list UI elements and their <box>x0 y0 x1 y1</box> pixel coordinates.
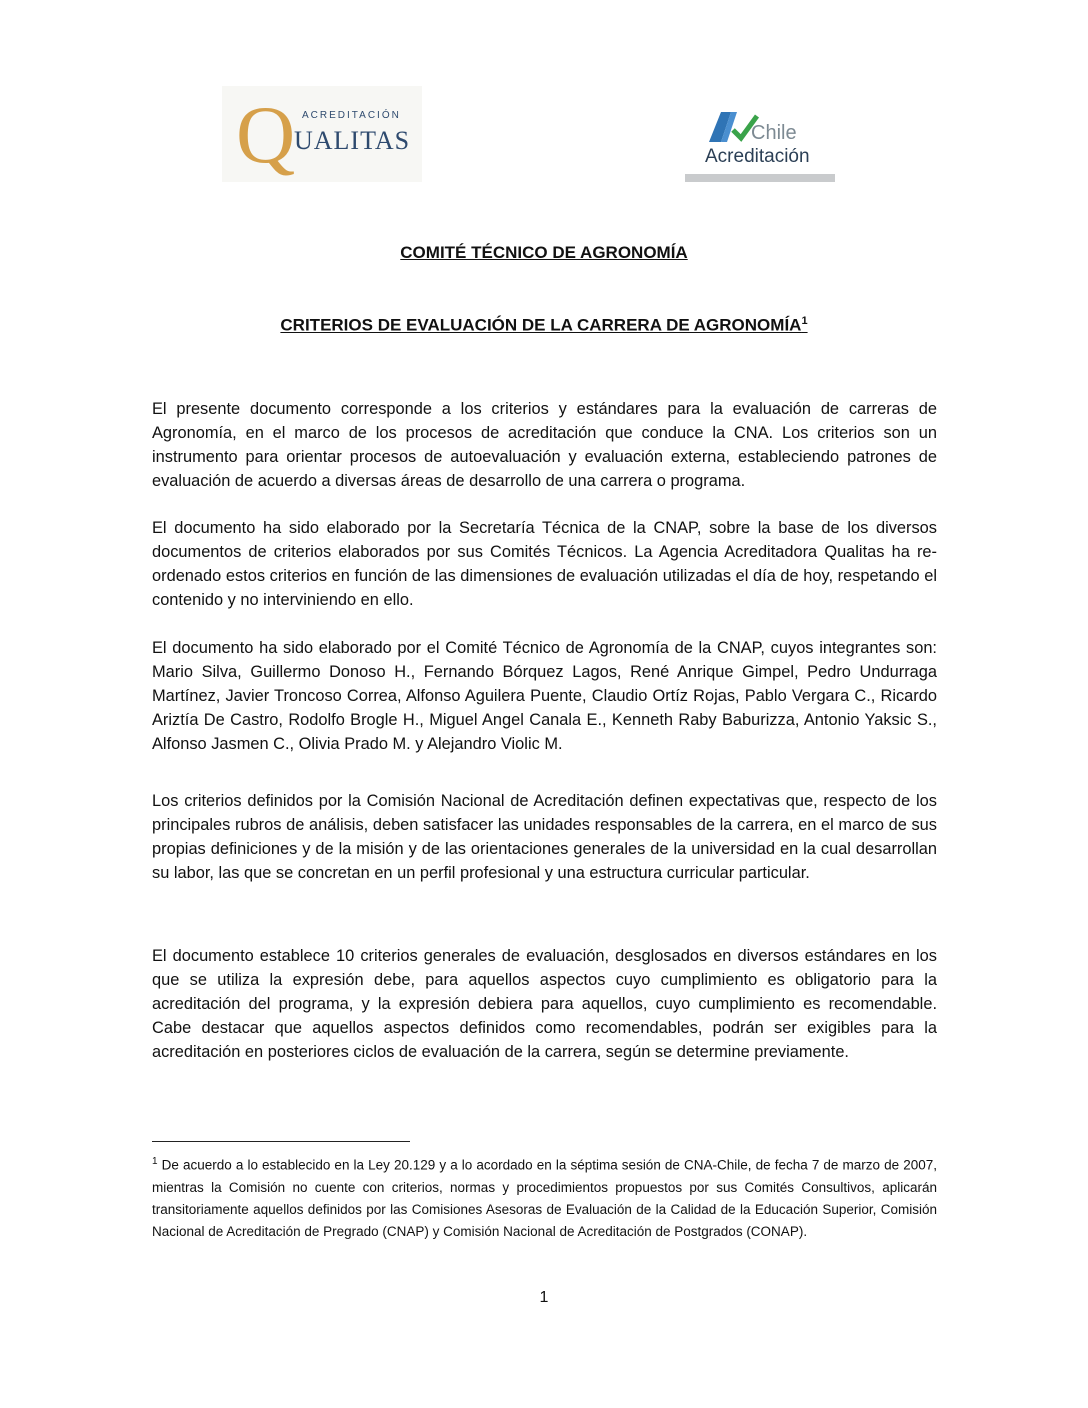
chile-logo-bar <box>685 174 835 182</box>
chile-logo-acreditacion: Acreditación <box>705 146 810 167</box>
footnote-number: 1 <box>152 1156 158 1167</box>
footnote-text: De acuerdo a lo establecido en la Ley 20.129 y a lo acordado en la séptima sesión de CNA-Chile, de fecha 7 de marzo de 2007, mientras la Comisión no cuente con criterios, normas y procedimientos propuestos por sus Comités Consultivos, aplicarán transitoriamente aquellos definidos por las Comisiones Asesoras de Evaluación de la Calidad de la Educación Superior, Comisión Nacional de Acreditación de Pregrado (CNAP) y Comisión Nacional de Acreditación de Postgrados (CONAP). <box>152 1157 937 1239</box>
qualitas-logo <box>222 86 422 182</box>
qualitas-logo-acreditacion: ACREDITACIÓN <box>302 110 401 121</box>
chile-acreditacion-logo <box>685 102 835 184</box>
footnote-separator <box>152 1141 410 1142</box>
page-number: 1 <box>539 1289 549 1306</box>
paragraph-4: Los criterios definidos por la Comisión Nacional de Acreditación definen expectativas que, respecto de los principales rubros de análisis, deben satisfacer las unidades responsables de la carrera, en el marco de sus propias definiciones y de la misión y de las orientaciones generales de la universidad en la cual desarrollan su labor, las que se concretan en un perfil profesional y una estructura curricular particular. <box>152 792 937 882</box>
paragraph-2: El documento ha sido elaborado por la Secretaría Técnica de la CNAP, sobre la base de los diversos documentos de criterios elaborados por sus Comités Técnicos. La Agencia Acreditadora Qualitas ha re-ordenado estos criterios en función de las dimensiones de evaluación utilizadas el día de hoy, respetando el contenido y no interviniendo en ello. <box>152 519 937 609</box>
qualitas-logo-q: Q <box>236 89 296 180</box>
paragraph-5: El documento establece 10 criterios generales de evaluación, desglosados en diversos estándares en los que se utiliza la expresión debe, para aquellos aspectos cuyo cumplimiento es obligatorio para la acreditación del programa, y la expresión debiera para aquellos, cuyo cumplimiento es recomendable. Cabe destacar que aquellos aspectos definidos como recomendables, podrán ser exigibles para la acreditación en posteriores ciclos de evaluación de la carrera, según se determine previamente. <box>152 947 937 1061</box>
document-subtitle <box>0 315 1088 336</box>
footnote-reference: 1 <box>801 315 808 327</box>
footnote <box>152 1151 937 1243</box>
qualitas-logo-word: UALITAS <box>294 126 411 155</box>
document-subtitle-text: CRITERIOS DE EVALUACIÓN DE LA CARRERA DE AGRONOMÍA <box>280 315 802 335</box>
chile-logo-word: Chile <box>751 122 797 144</box>
document-title: COMITÉ TÉCNICO DE AGRONOMÍA <box>400 243 688 262</box>
paragraph-1: El presente documento corresponde a los criterios y estándares para la evaluación de carreras de Agronomía, en el marco de los procesos de acreditación que conduce la CNA. Los criterios son un instrumento para orientar procesos de autoevaluación y evaluación externa, estableciendo patrones de evaluación de acuerdo a diversas áreas de desarrollo de una carrera o programa. <box>152 400 937 490</box>
paragraph-3: El documento ha sido elaborado por el Comité Técnico de Agronomía de la CNAP, cuyos integrantes son: Mario Silva, Guillermo Donoso H., Fernando Bórquez Lagos, René Anrique Gimpel, Pedro Undurraga Martínez, Javier Troncoso Correa, Alfonso Aguilera Puente, Claudio Ortíz Rojas, Pablo Vergara C., Ricardo Ariztía De Castro, Rodolfo Brogle H., Miguel Angel Canala E., Kenneth Raby Baburizza, Antonio Yaksic S., Alfonso Jasmen C., Olivia Prado M. y Alejandro Violic M. <box>152 639 937 753</box>
